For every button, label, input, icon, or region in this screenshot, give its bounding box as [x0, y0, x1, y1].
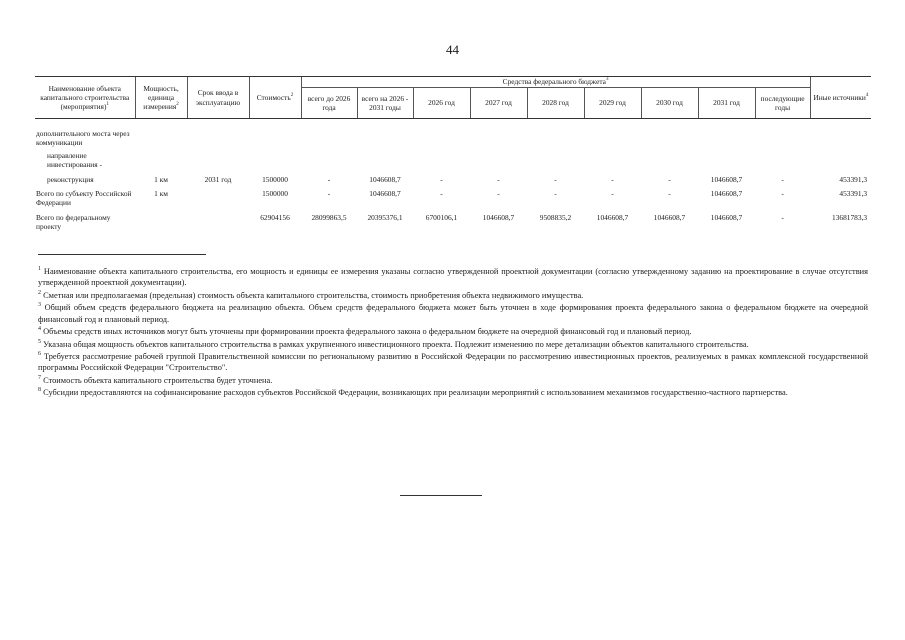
cell-cost: 1500000 [262, 175, 288, 184]
footnote: $^8$ Субсидии предоставляются на софинансирование расходов субъектов Российской Федерации, возникающих при реализации мероприятий с использованием механизмов государственно-частного партнерства. [38, 387, 788, 398]
cell-2026: - [440, 189, 443, 198]
page-number: 44 [446, 42, 459, 57]
cell-2026: - [440, 175, 443, 184]
cell-total-until-2026: 28099863,5 [311, 213, 347, 222]
table-row [35, 151, 871, 175]
cell-2030: - [668, 189, 671, 198]
header-2031: 2031 год [698, 88, 755, 119]
cell-cost: 1500000 [262, 189, 288, 198]
budget-table [35, 76, 871, 237]
cell-total-2026-2031: 1046608,7 [369, 175, 401, 184]
cell-capacity: 1 км [154, 175, 168, 184]
cell-2029: - [611, 189, 614, 198]
header-other-sources: Иные источники$^4$ [810, 77, 871, 119]
header-2027: 2027 год [470, 88, 527, 119]
cell-2026: 6700106,1 [425, 213, 458, 222]
header-2030: 2030 год [641, 88, 698, 119]
header-federal-budget: Средства федерального бюджета$^3$ [301, 77, 810, 88]
cell-other-sources: 453391,3 [839, 175, 868, 184]
table-row [35, 189, 871, 213]
cell-later-years: - [781, 175, 784, 184]
cell-2029: - [611, 175, 614, 184]
footnote: $^2$ Сметная или предполагаемая (предельная) стоимость объекта капитального строительства, стоимость приобретения объекта недвижимого имущества. [38, 289, 584, 300]
cell-later-years: - [781, 213, 784, 222]
table-row [35, 213, 871, 237]
footnote: $^3$ Общий объем средств федерального бюджета на реализацию объекта. Объем средств федерального бюджета может быть уточнен в ходе формирования проекта федерального закона о федеральном бюджете на очередной финансовый год и плановый период. [38, 302, 868, 324]
cell-total-2026-2031: 20395376,1 [367, 213, 403, 222]
cell-2031: 1046608,7 [710, 189, 743, 198]
footnote: $^6$ Требуется рассмотрение рабочей группой Правительственной комиссии по региональному развитию в Российской Федерации по рассмотрению инвестиционных проектов, реализуемых в рамках комплексной государственной программы Российской Федерации "Строительство". [38, 350, 869, 373]
cell-capacity: 1 км [154, 189, 168, 198]
footnote: $^5$ Указана общая мощность объектов капитального строительства в рамках укрупненного инвестиционного проекта. Подлежит изменению по мере детализации объектов капитального строительства. [38, 338, 749, 349]
cell-2027: - [497, 175, 500, 184]
cell-2027: - [497, 189, 500, 198]
footnotes [38, 266, 868, 400]
cell-term: 2031 год [204, 175, 232, 184]
cell-2031: 1046608,7 [710, 213, 743, 222]
cell-2030: - [668, 175, 671, 184]
cell-2028: - [554, 189, 557, 198]
cell-total-until-2026: - [327, 175, 331, 184]
header-capacity: Мощность, единица измерения$^2$ [135, 77, 187, 119]
table-row [35, 175, 871, 189]
header-2028: 2028 год [527, 88, 584, 119]
header-name: Наименование объекта капитального строительства (мероприятия)$^1$ [35, 77, 135, 119]
cell-2031: 1046608,7 [710, 175, 743, 184]
cell-2027: 1046608,7 [482, 213, 515, 222]
cell-2028: 9508835,2 [539, 213, 572, 222]
header-total-2026-2031: всего на 2026 - 2031 годы [357, 88, 413, 119]
header-total-until-2026: всего до 2026 года [301, 88, 357, 119]
table-row [35, 129, 871, 151]
header-2026: 2026 год [413, 88, 470, 119]
header-term: Срок ввода в эксплуатацию [187, 77, 249, 119]
header-cost: Стоимость$^2$ [249, 77, 301, 119]
footnote: $^4$ Объемы средств иных источников могут быть уточнены при формировании проекта федерального закона о федеральном бюджете на очередной финансовый год и плановый период. [38, 326, 692, 337]
row-name: Всего по федеральному проекту [36, 213, 111, 232]
cell-2029: 1046608,7 [596, 213, 629, 222]
table-header [35, 77, 871, 119]
footnote: $^1$ Наименование объекта капитального строительства, его мощность и единицы ее измерения указаны согласно утвержденной проектной документации (согласно утвержденному заданию на проектирование в случае отсутствия утвержденной проектной документации). [38, 266, 869, 288]
row-name: Всего по субъекту Российской Федерации [36, 189, 132, 208]
row-name: реконструкция [47, 175, 94, 184]
cell-2028: - [554, 175, 557, 184]
header-later-years: последующие годы [755, 88, 810, 119]
cell-other-sources: 453391,3 [839, 189, 868, 198]
footnote: $^7$ Стоимость объекта капитального строительства будет уточнена. [38, 374, 273, 385]
cell-2030: 1046608,7 [653, 213, 686, 222]
footnote-divider [38, 254, 206, 255]
cell-total-until-2026: - [327, 189, 331, 198]
cell-later-years: - [781, 189, 784, 198]
cell-total-2026-2031: 1046608,7 [369, 189, 401, 198]
cell-cost: 62904156 [260, 213, 290, 222]
row-name: направление инвестирования - [47, 151, 102, 170]
header-2029: 2029 год [584, 88, 641, 119]
row-name: дополнительного моста через коммуникации [36, 129, 130, 148]
end-divider [400, 495, 482, 496]
cell-other-sources: 13681783,3 [832, 213, 868, 222]
